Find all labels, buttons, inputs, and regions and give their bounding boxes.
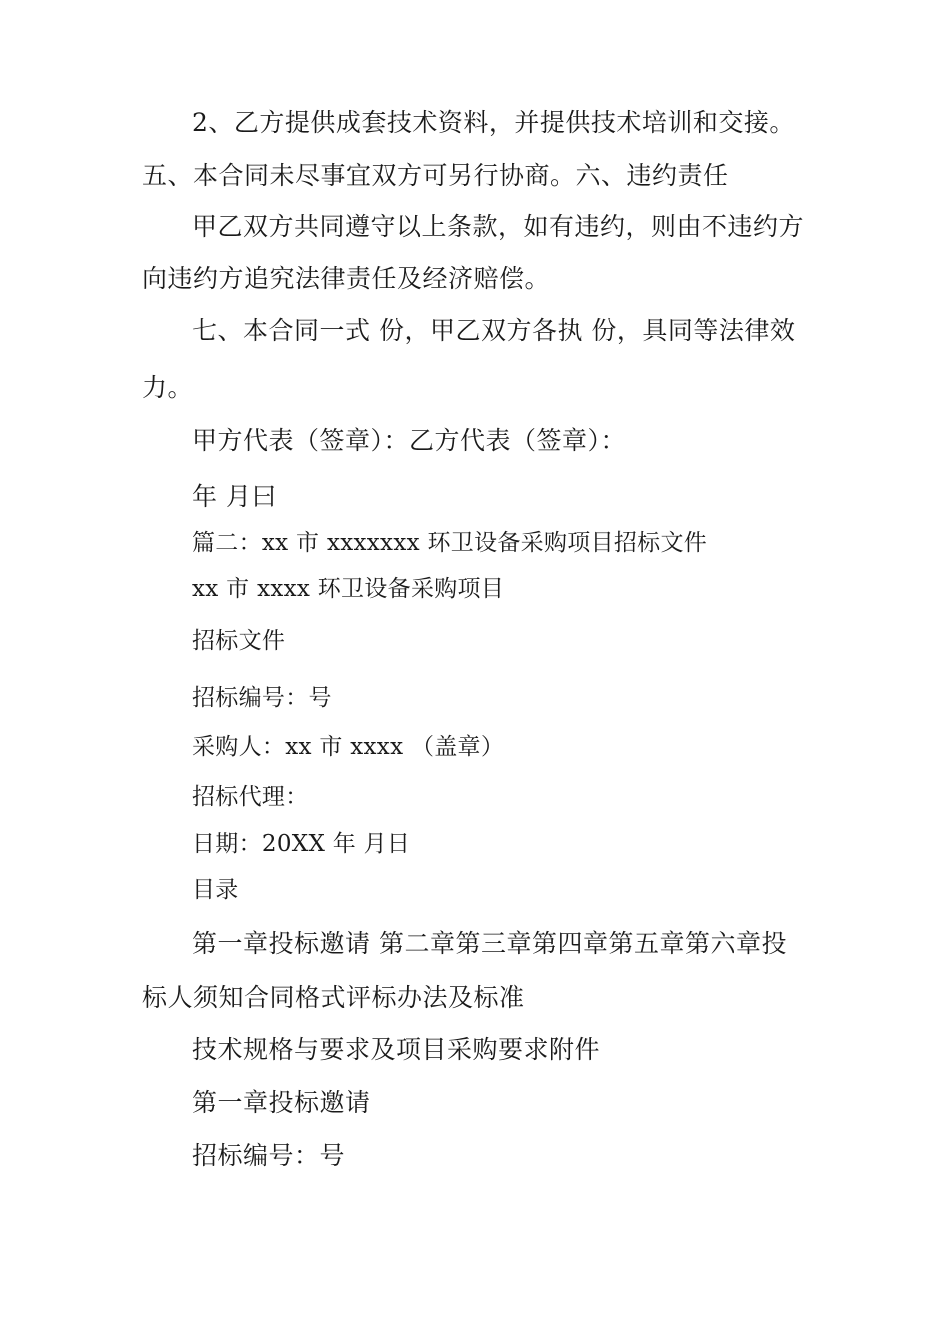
bid-number: 招标编号：号 bbox=[192, 1141, 346, 1170]
signature-line: 甲方代表（签章）：乙方代表（签章）： bbox=[192, 426, 627, 455]
toc-heading: 目录 bbox=[192, 877, 239, 903]
text-line: 2、乙方提供成套技术资料，并提供技术培训和交接。 bbox=[192, 108, 795, 137]
date-line: 年 月曰 bbox=[192, 482, 277, 511]
toc-line: 技术规格与要求及项目采购要求附件 bbox=[192, 1035, 601, 1064]
text-line: 向违约方追究法律责任及经济赔偿。 bbox=[142, 264, 551, 293]
document-date: 日期：20XX 年 月日 bbox=[192, 831, 411, 857]
purchaser: 采购人：xx 市 xxxx （盖章） bbox=[192, 734, 505, 760]
text-line: 五、本合同未尽事宜双方可另行协商。六、违约责任 bbox=[142, 161, 729, 190]
document-title: 招标文件 bbox=[192, 628, 286, 654]
text-line: 七、本合同一式 份，甲乙双方各执 份，具同等法律效 bbox=[192, 316, 796, 345]
section-heading: 篇二：xx 市 xxxxxxx 环卫设备采购项目招标文件 bbox=[192, 530, 708, 556]
text-line: 甲乙双方共同遵守以上条款，如有违约，则由不违约方 bbox=[192, 212, 805, 241]
toc-line: 标人须知合同格式评标办法及标准 bbox=[142, 983, 525, 1012]
toc-line: 第一章投标邀请 第二章第三章第四章第五章第六章投 bbox=[192, 929, 787, 958]
text-line: 力。 bbox=[142, 373, 194, 402]
bid-number: 招标编号：号 bbox=[192, 685, 332, 711]
project-title: xx 市 xxxx 环卫设备采购项目 bbox=[192, 576, 505, 602]
bid-agent: 招标代理： bbox=[192, 784, 309, 810]
chapter-heading: 第一章投标邀请 bbox=[192, 1088, 371, 1117]
